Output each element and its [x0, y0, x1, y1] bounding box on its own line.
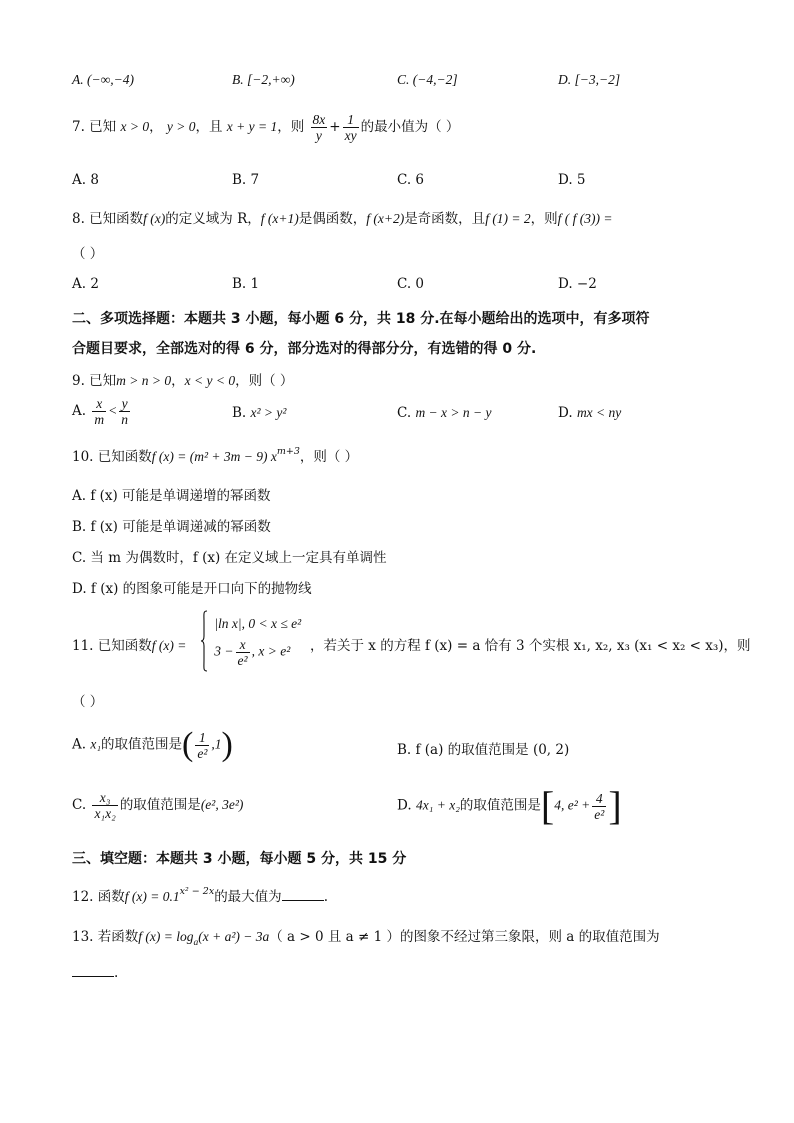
q9-sep: ， — [171, 373, 185, 389]
q11-opt-a-rparen: ) — [221, 726, 233, 763]
q13-expr-a: f (x) = log — [138, 929, 194, 944]
q11-option-a — [72, 728, 233, 762]
q11-opt-c-range: (e², 3e²) — [200, 797, 244, 812]
q7-cond2: y > 0 — [166, 119, 196, 134]
question-11 — [72, 610, 751, 676]
q11-option-c — [72, 790, 243, 821]
q9-opt-a-den2: n — [121, 412, 128, 427]
section-3-heading: 三、填空题：本题共 3 小题，每小题 5 分，共 15 分 — [72, 851, 407, 867]
q11-opt-a-num: 1 — [195, 730, 209, 746]
q12-answer-blank[interactable] — [282, 890, 324, 901]
q9-opt-a-num1: x — [92, 396, 106, 412]
q8-text-a: 8. 已知函数 — [72, 211, 144, 227]
q7-option-c: C. 6 — [397, 172, 425, 188]
q13-prefix: 13. 若函数 — [72, 929, 139, 945]
q11-opt-a-frac — [195, 730, 209, 761]
q11-opt-d-rbracket: ] — [608, 783, 622, 828]
q13-expr-b: (x + a²) − 3a — [198, 929, 270, 944]
q9-opt-c-label: C. — [397, 405, 412, 421]
q10-suffix: ，则（ ） — [299, 449, 359, 465]
q9-opt-a-frac1 — [92, 396, 106, 427]
q9-option-d — [558, 405, 621, 421]
q9-option-a — [72, 396, 132, 427]
q11-prefix-text: 11. 已知函数 — [72, 638, 152, 654]
q8-f1: f (x) — [143, 211, 166, 226]
q7-then: ，则 — [277, 119, 305, 135]
q12-end: . — [323, 889, 328, 905]
q11-option-d — [397, 783, 622, 828]
q7-fraction-1 — [311, 112, 328, 143]
q11-opt-c-text: 的取值范围是 — [119, 797, 201, 813]
q10-exponent: m+3 — [276, 446, 300, 457]
q11-prefix — [72, 634, 186, 654]
q11-option-b: B. f (a) 的取值范围是 (0, 2) — [397, 742, 570, 758]
q7-option-b: B. 7 — [232, 172, 260, 188]
q13-answer-blank[interactable] — [72, 966, 114, 977]
question-12 — [72, 885, 734, 905]
q7-cond3: x + y = 1 — [226, 119, 278, 134]
q12-prefix: 12. 函数 — [72, 889, 125, 905]
q11-fx: f (x) = — [151, 638, 187, 653]
q9-opt-b-label: B. — [232, 405, 247, 421]
q10-option-d: D. f (x) 的图象可能是开口向下的抛物线 — [72, 581, 312, 597]
q11-opt-a-lparen: ( — [182, 726, 194, 763]
q11-opt-c-label: C. — [72, 797, 87, 813]
q10-option-a: A. f (x) 可能是单调递增的幂函数 — [72, 488, 271, 504]
q8-option-b: B. 1 — [232, 276, 260, 292]
q13-suffix: 的图象不经过第三象限，则 a 的取值范围为 — [400, 929, 660, 945]
q11-opt-d-range-a: 4, e² + — [554, 797, 591, 813]
question-10 — [72, 445, 734, 465]
q8-option-c: C. 0 — [397, 276, 425, 292]
left-brace-icon — [200, 610, 208, 672]
q9-opt-d-expr: mx < ny — [576, 405, 622, 420]
section-2-heading-line2: 合题目要求，全部选对的得 6 分，部分选对的得部分分，有选错的得 0 分. — [72, 341, 537, 357]
q11-opt-a-label: A. — [72, 736, 87, 753]
q11-opt-d-num: 4 — [592, 791, 606, 807]
q9-opt-d-label: D. — [558, 405, 573, 421]
q9-cond1: m > n > 0 — [116, 373, 172, 388]
q9-opt-a-num2: y — [119, 396, 130, 412]
q12-exponent: x² − 2x — [179, 886, 215, 897]
q6-option-d: D. [−3,−2] — [558, 72, 621, 87]
q9-opt-c-expr: m − x > n − y — [415, 405, 492, 420]
q9-opt-a-den1: m — [94, 412, 105, 427]
q7-prefix: 7. 已知 — [72, 119, 117, 135]
q13-answer-line — [72, 965, 734, 981]
q8-f3: f (x+2) — [366, 211, 405, 226]
q11-opt-a-var: x₁ — [90, 736, 102, 752]
q8-f5: f ( f (3)) = — [557, 211, 613, 226]
q6-option-b: B. [−2,+∞) — [232, 72, 295, 87]
q11-opt-c-den: x₁x₂ — [94, 806, 116, 821]
q11-opt-d-expr: 4x₁ + x₂ — [415, 797, 460, 813]
q13-log-base: a — [193, 938, 199, 948]
q7-frac1-num: 8x — [312, 112, 326, 127]
q11-opt-d-den: e² — [594, 806, 605, 822]
q7-fraction-2 — [343, 112, 359, 143]
q11-opt-d-frac — [592, 791, 606, 822]
q11-case2-b: , x > e² — [251, 643, 291, 659]
q7-frac2-num: 1 — [343, 112, 359, 128]
q11-opt-c-frac — [92, 790, 117, 821]
q6-option-c: C. (−4,−2] — [397, 72, 458, 87]
q8-f4: f (1) = 2 — [485, 211, 531, 226]
q7-frac2-den: xy — [344, 128, 357, 143]
question-7 — [72, 112, 734, 143]
q11-case2-num: x — [236, 637, 250, 653]
q7-frac1-den: y — [315, 128, 322, 143]
q11-middle: ，若关于 x 的方程 f (x) = a 恰有 3 个实根 x₁, x₂, x₃ (x₁ < x₂ < x₃)，则 — [310, 638, 751, 654]
q11-case2-frac — [236, 637, 250, 668]
q6-option-a: A. (−∞,−4) — [72, 72, 134, 87]
q11-case2 — [214, 637, 301, 668]
q9-opt-a-frac2 — [119, 396, 130, 427]
q9-cond2: x < y < 0 — [184, 373, 236, 388]
q12-suffix: 的最大值为 — [214, 889, 282, 905]
q8-option-d: D. −2 — [558, 276, 597, 292]
question-8 — [72, 207, 734, 227]
q8-text-d: 是奇函数，且 — [404, 211, 486, 227]
q10-option-c: C. 当 m 为偶数时，f (x) 在定义域上一定具有单调性 — [72, 550, 387, 566]
q7-option-a: A. 8 — [72, 172, 99, 188]
q13-end: . — [114, 965, 119, 981]
q10-expr: f (x) = (m² + 3m − 9) x — [151, 449, 277, 464]
q7-cond1: x > 0 — [120, 119, 150, 134]
q7-mid: ，且 — [195, 119, 223, 135]
q8-text-e: ，则 — [530, 211, 558, 227]
q11-opt-a-text: 的取值范围是 — [101, 736, 183, 753]
q11-opt-d-label: D. — [397, 797, 412, 814]
q9-opt-a-label: A. — [72, 403, 87, 419]
q11-piecewise — [200, 610, 301, 672]
q9-suffix: ，则（ ） — [235, 373, 294, 389]
question-9 — [72, 369, 734, 389]
q8-answer-paren: （ ） — [72, 246, 104, 262]
q11-opt-d-lbracket: [ — [540, 783, 555, 828]
q8-text-c: 是偶函数， — [298, 211, 367, 227]
q11-case2-a: 3 − — [214, 643, 234, 659]
q7-sep1: ， — [149, 119, 163, 135]
q9-opt-a-rel: < — [108, 403, 118, 418]
q11-opt-d-text: 的取值范围是 — [459, 797, 541, 814]
q9-opt-b-expr: x² > y² — [250, 405, 287, 420]
question-13 — [72, 925, 734, 948]
q11-opt-c-num: x₃ — [92, 790, 117, 806]
q10-prefix: 10. 已知函数 — [72, 449, 152, 465]
q11-cases — [214, 615, 301, 668]
q11-answer-paren: （ ） — [72, 694, 104, 710]
q7-plus: + — [329, 119, 341, 135]
q8-option-a: A. 2 — [72, 276, 99, 292]
q9-option-c — [397, 405, 492, 421]
q10-option-b: B. f (x) 可能是单调递减的幂函数 — [72, 519, 271, 535]
q7-suffix: 的最小值为（ ） — [360, 119, 460, 135]
q12-expr: f (x) = 0.1 — [124, 889, 180, 904]
q11-opt-a-tail: ,1 — [211, 736, 222, 752]
q13-paren: （ a > 0 且 a ≠ 1 ） — [269, 929, 400, 945]
q11-case2-den: e² — [237, 652, 248, 668]
q8-text-b: 的定义域为 R， — [165, 211, 261, 227]
q7-option-d: D. 5 — [558, 172, 586, 188]
section-2-heading-line1: 二、多项选择题：本题共 3 小题，每小题 6 分，共 18 分.在每小题给出的选项中，有多项符 — [72, 311, 650, 327]
q11-case1: |ln x|, 0 < x ≤ e² — [214, 615, 302, 631]
q11-opt-a-den: e² — [197, 745, 208, 761]
q9-option-b — [232, 405, 286, 421]
q8-f2: f (x+1) — [260, 211, 299, 226]
q9-prefix: 9. 已知 — [72, 373, 117, 389]
